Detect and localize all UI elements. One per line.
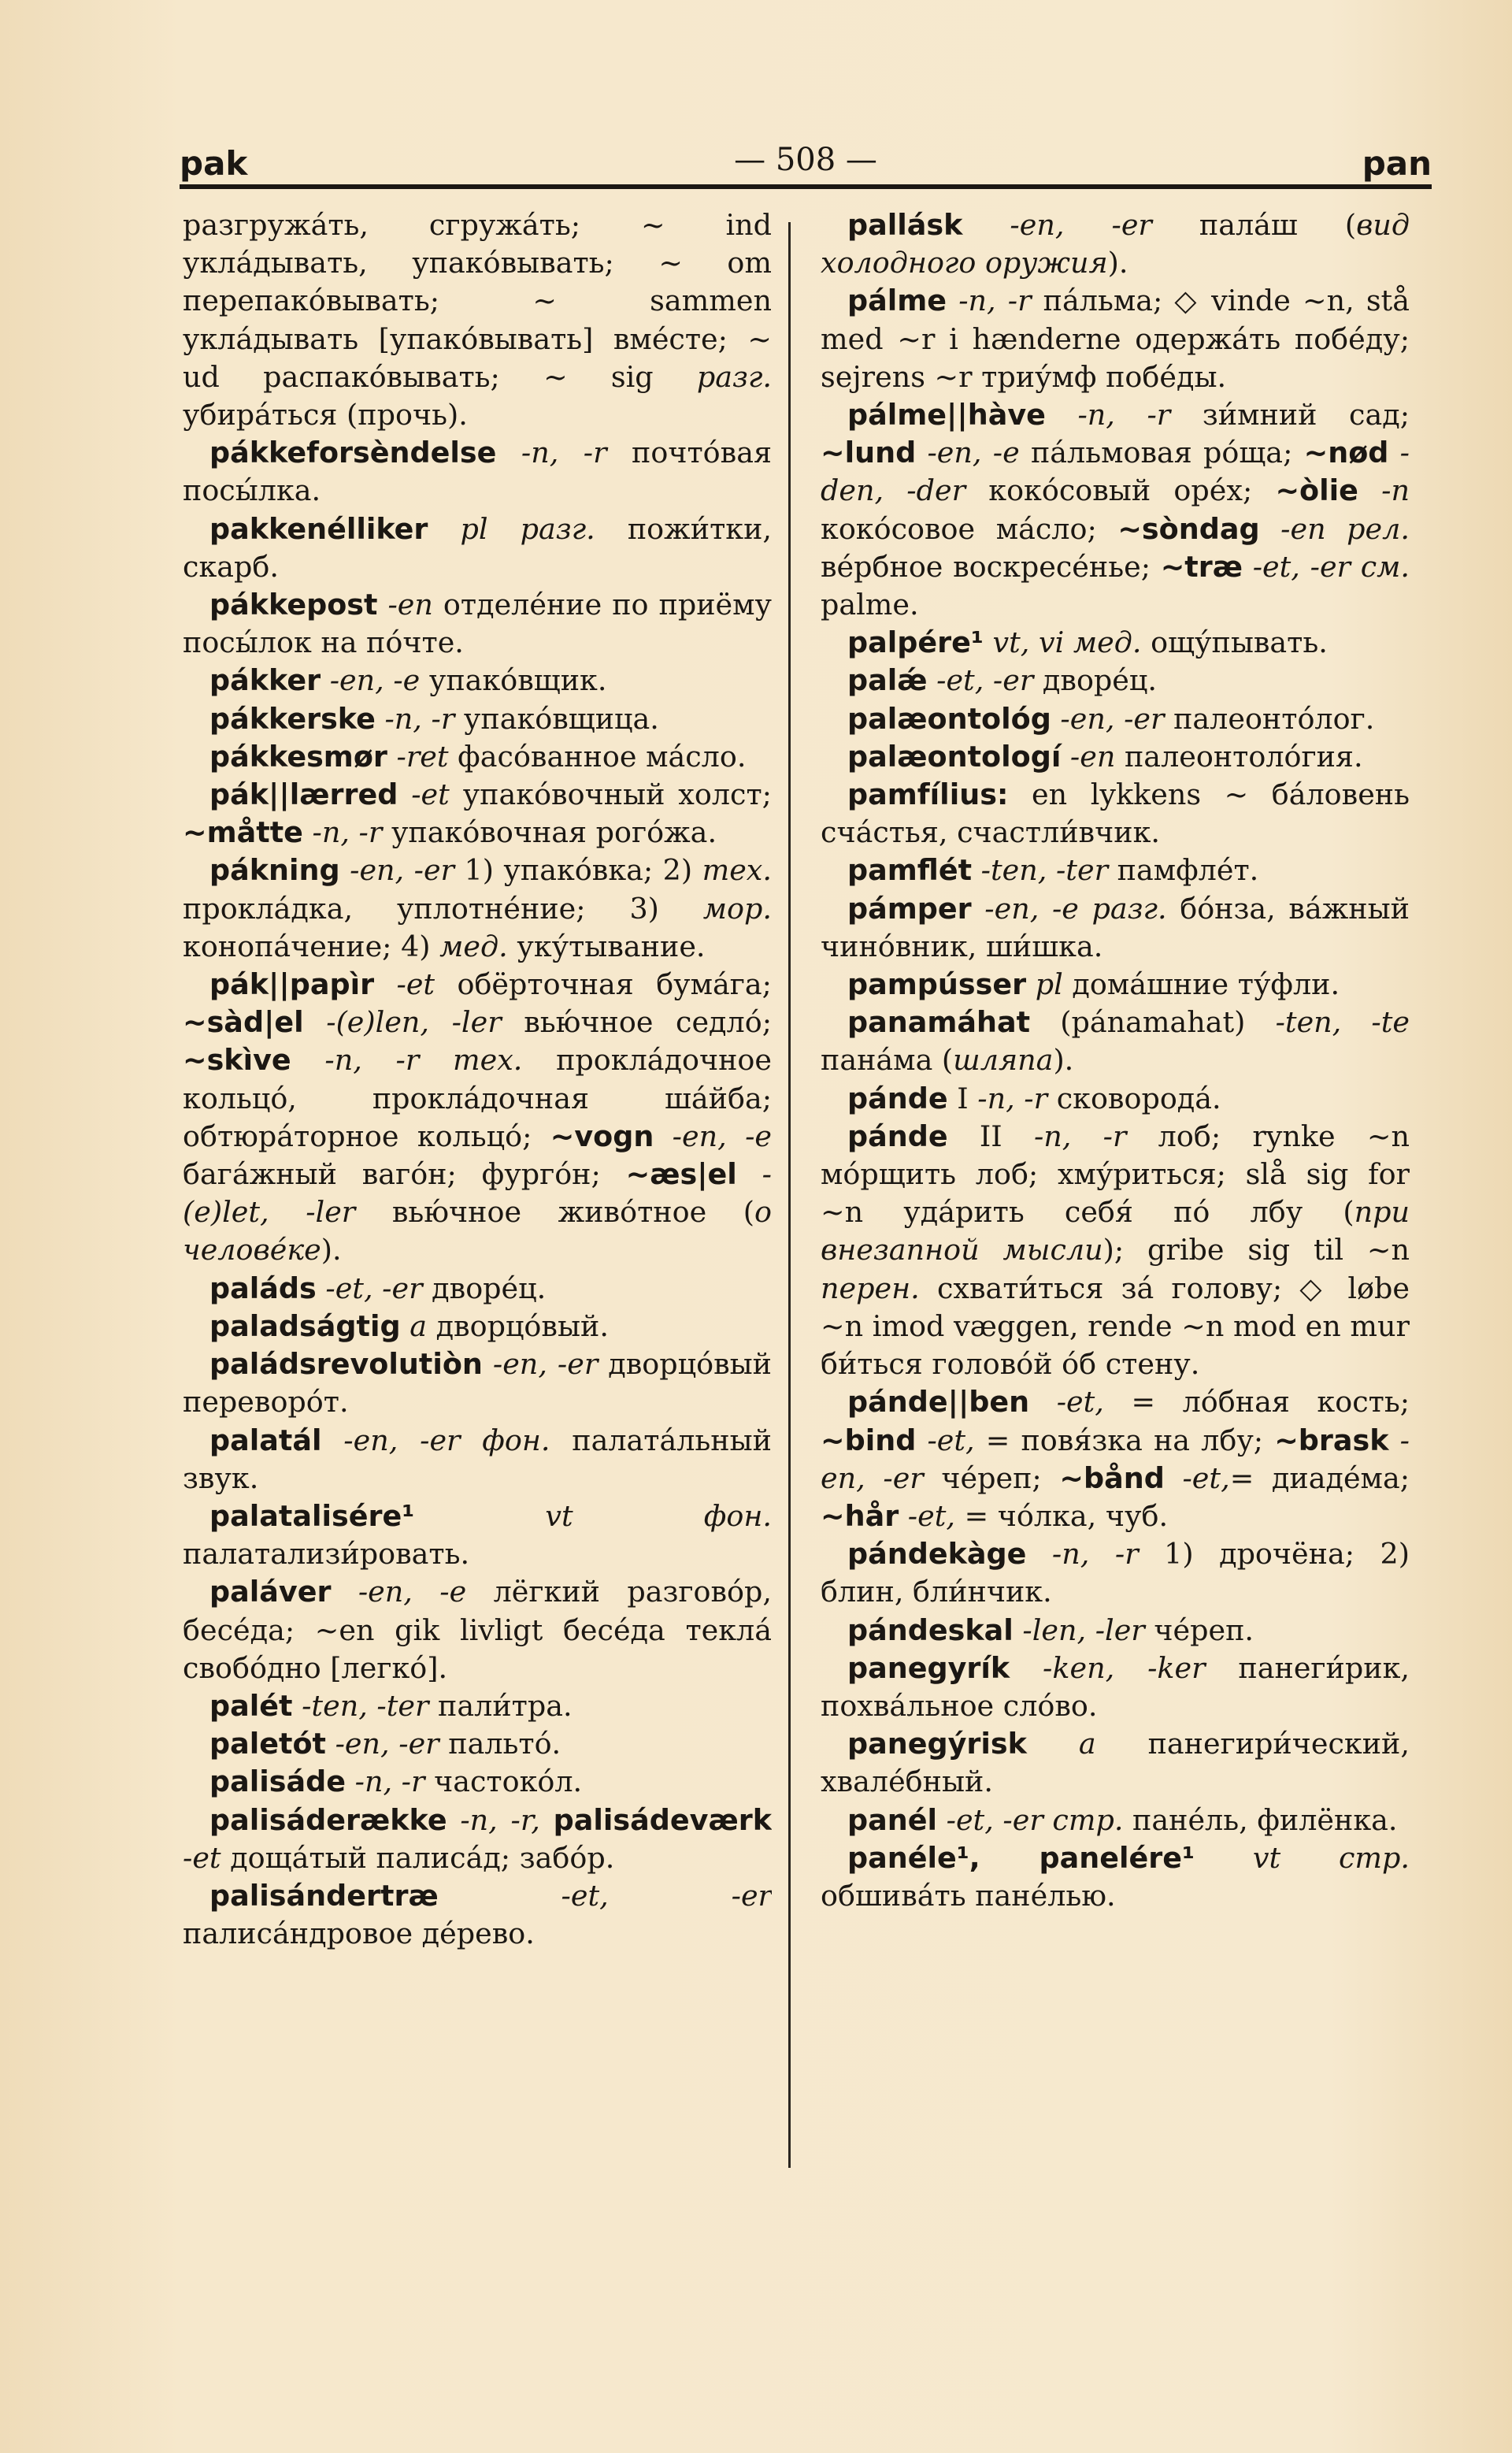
right-running-headword: pan: [1362, 144, 1432, 183]
entry-text: палиса́ндровое де́рево.: [183, 1917, 535, 1951]
entry-text: пана́ма (: [821, 1043, 954, 1078]
dictionary-entry: [183, 662, 772, 700]
entry-headword: paletót: [209, 1727, 326, 1761]
entry-text: обёрточная бума́га;: [435, 967, 772, 1002]
entry-text: palme.: [821, 588, 919, 622]
entry-text: упако́вочный холст;: [449, 777, 772, 812]
entry-text: упако́вочная рого́жа.: [382, 815, 717, 850]
entry-headword: ~sàd|el: [183, 1005, 304, 1040]
entry-text: II: [947, 1119, 1034, 1153]
entry-headword: palatalisére¹: [209, 1498, 415, 1533]
entry-headword: ~træ: [1160, 549, 1243, 584]
entry-text: 1) дрочёна; 2) блин, бли́нчик.: [821, 1537, 1410, 1609]
dictionary-entry: [821, 396, 1410, 624]
entry-headword: pampússer: [847, 967, 1027, 1002]
entry-text: пальто́.: [439, 1727, 561, 1761]
dictionary-entry: [183, 1802, 772, 1877]
dictionary-entry: [821, 1725, 1410, 1801]
grammar-label: тех.: [702, 853, 772, 888]
entry-headword: pánde: [847, 1119, 948, 1153]
grammar-label: -n, -r: [375, 701, 455, 736]
dictionary-entry: [821, 1118, 1410, 1383]
entry-text: = повя́зка на лбу;: [974, 1423, 1275, 1457]
dictionary-entry: [821, 206, 1410, 282]
entry-headword: pálme||hàve: [847, 398, 1046, 432]
grammar-label: -(e)len, -ler: [303, 1005, 502, 1040]
entry-text: бага́жный ваго́н; фурго́н;: [183, 1157, 626, 1192]
entry-headword: paláver: [209, 1575, 332, 1609]
grammar-label: -n, -r: [947, 284, 1032, 318]
entry-text: дворцо́вый.: [426, 1308, 609, 1343]
grammar-label: -n, -r: [1045, 398, 1171, 432]
entry-headword: palét: [209, 1688, 293, 1723]
entry-text: че́реп.: [1144, 1612, 1254, 1647]
grammar-label: -n, -r: [496, 436, 607, 470]
entry-headword: pákkerske: [209, 701, 376, 736]
entry-headword: palǽ: [847, 663, 928, 698]
entry-text: ).: [321, 1233, 342, 1267]
grammar-label: о челове́ке: [183, 1195, 772, 1267]
entry-headword: ~måtte: [183, 815, 303, 850]
dictionary-entry: [183, 1763, 772, 1801]
grammar-label: -n, -r: [977, 1081, 1048, 1115]
grammar-label: a: [400, 1308, 427, 1343]
entry-text: разгружа́ть, сгружа́ть; ~ ind укла́дывать, упако́вывать; ~ om перепако́вывать; ~ sammen укла́дывать [упако́вывать] вме́сте; ~ ud распако́вывать; ~ sig: [183, 208, 772, 394]
entry-text: пали́тра.: [428, 1688, 573, 1723]
entry-text: частоко́л.: [424, 1765, 583, 1799]
entry-text: зи́мний сад;: [1170, 398, 1410, 432]
grammar-label: -et, -er стр.: [937, 1802, 1124, 1837]
dictionary-entry: [183, 586, 772, 662]
entry-text: прокла́дка, уплотне́ние; 3): [183, 891, 703, 926]
entry-headword: panéle¹, panelére¹: [847, 1840, 1195, 1875]
entry-text: памфле́т.: [1108, 853, 1259, 888]
entry-headword: pamflét: [847, 853, 973, 888]
entry-text: лоб; rynke ~n мо́рщить лоб; хму́риться; slå sig for ~n уда́рить себя́ по́ лбу (: [821, 1119, 1410, 1230]
grammar-label: -n, -r: [1033, 1119, 1127, 1153]
grammar-label: -et, -er: [438, 1878, 772, 1913]
entry-headword: pákkepost: [209, 588, 378, 622]
dictionary-entry: [183, 510, 772, 586]
column-divider: [788, 222, 791, 2168]
grammar-label: -ret: [387, 739, 449, 774]
dictionary-entry: [183, 1725, 772, 1763]
entry-headword: pákkesmør: [209, 739, 387, 774]
dictionary-entry: [821, 1535, 1410, 1611]
entry-headword: pák||lærred: [209, 777, 398, 812]
entry-headword: panél: [847, 1802, 938, 1837]
entry-headword: ~vogn: [550, 1119, 654, 1153]
entry-headword: palisáderække: [209, 1802, 447, 1837]
entry-headword: pánde||ben: [847, 1385, 1030, 1419]
entry-text: че́реп;: [923, 1460, 1060, 1495]
entry-headword: pánde: [847, 1081, 948, 1115]
dictionary-entry: [821, 852, 1410, 889]
entry-text: упако́вщица.: [454, 701, 659, 736]
dictionary-entry: [821, 738, 1410, 776]
grammar-label: -en, -e: [331, 1575, 467, 1609]
grammar-label: перен.: [821, 1271, 920, 1305]
grammar-label: -ten, -ter: [292, 1688, 429, 1723]
entry-text: доща́тый палиса́д; забо́р.: [220, 1840, 615, 1875]
grammar-label: -et,: [899, 1498, 956, 1533]
grammar-label: -n, -r,: [447, 1802, 554, 1837]
grammar-label: -(e)let, -ler: [183, 1157, 772, 1230]
dictionary-entry: [183, 434, 772, 510]
dictionary-entry: [183, 1270, 772, 1308]
entry-headword: pámper: [847, 891, 972, 926]
dictionary-entry: [821, 1802, 1410, 1839]
entry-headword: pándekàge: [847, 1537, 1027, 1572]
entry-headword: pák||papìr: [209, 967, 375, 1002]
entry-text: дворцо́вый переворо́т.: [183, 1347, 772, 1419]
entry-text: дворе́ц.: [1033, 663, 1157, 698]
grammar-label: -en, -er: [821, 1423, 1410, 1495]
entry-text: фасо́ванное ма́сло.: [448, 739, 747, 774]
grammar-label: vt стр.: [1195, 1840, 1410, 1875]
grammar-label: шляпа: [953, 1043, 1054, 1078]
grammar-label: -en, -e: [916, 436, 1020, 470]
dictionary-entry: [183, 206, 772, 434]
entry-text: (pánamahat): [1030, 1005, 1276, 1040]
entry-headword: pakkenélliker: [209, 511, 428, 546]
grammar-label: -et: [374, 967, 435, 1002]
entry-headword: ~hår: [821, 1498, 899, 1533]
dictionary-entry: [183, 966, 772, 1270]
grammar-label: -et,: [1164, 1460, 1230, 1495]
entry-text: бо́нза, ва́жный чино́вник, ши́шка.: [821, 891, 1410, 963]
entry-text: схвати́ться за́ голову; ◇ løbe ~n imod væggen, rende ~n mod en mur би́ться голово́й о́б стену.: [821, 1271, 1410, 1382]
entry-text: почто́вая посы́лка.: [183, 436, 772, 508]
grammar-label: -en рел.: [1259, 511, 1410, 546]
dictionary-entry: [821, 776, 1410, 852]
entry-text: пожи́тки, скарб.: [183, 511, 772, 584]
entry-text: дома́шние ту́фли.: [1062, 967, 1340, 1002]
entry-text: вью́чное живо́тное (: [355, 1195, 754, 1230]
grammar-label: -n, -r: [346, 1765, 425, 1799]
dictionary-entry: [821, 966, 1410, 1004]
entry-headword: panamáhat: [847, 1005, 1031, 1040]
dictionary-entry: [821, 890, 1410, 966]
entry-headword: ~bind: [821, 1423, 917, 1457]
grammar-label: -en, -er: [962, 208, 1152, 242]
dictionary-entry: [821, 1383, 1410, 1535]
grammar-label: -et: [183, 1840, 221, 1875]
entry-headword: pákning: [209, 853, 340, 888]
entry-text: коко́совое ма́сло;: [821, 511, 1118, 546]
header-rule: [180, 184, 1432, 189]
dictionary-entry: [821, 624, 1410, 662]
entry-text: упако́вщик.: [420, 663, 607, 698]
dictionary-entry: [183, 1345, 772, 1421]
grammar-label: pl разг.: [428, 511, 595, 546]
grammar-label: -et,: [916, 1423, 975, 1457]
entry-text: ощу́пывать.: [1141, 625, 1328, 660]
entry-text: = диаде́ма;: [1229, 1460, 1410, 1495]
entry-headword: pándeskal: [847, 1612, 1014, 1647]
entry-text: I: [947, 1081, 978, 1115]
grammar-label: -ten, -ter: [972, 853, 1109, 888]
grammar-label: -len, -ler: [1013, 1612, 1145, 1647]
dictionary-entry: [183, 1687, 772, 1725]
dictionary-entry: [183, 1497, 772, 1573]
grammar-label: -et,: [1029, 1385, 1104, 1419]
entry-text: конопа́чение; 4): [183, 929, 440, 963]
grammar-label: мор.: [702, 891, 772, 926]
entry-headword: palæontologí: [847, 739, 1062, 774]
left-column: [183, 206, 772, 2191]
entry-headword: panegýrisk: [847, 1727, 1027, 1761]
entry-headword: ~brask: [1274, 1423, 1389, 1457]
dictionary-entry: [821, 1839, 1410, 1915]
grammar-label: -n, -r: [1026, 1537, 1139, 1572]
entry-text: сковорода́.: [1047, 1081, 1221, 1115]
grammar-label: разг.: [696, 359, 772, 394]
entry-headword: ~lund: [821, 436, 917, 470]
right-column: [821, 206, 1410, 2191]
entry-headword: palisádeværk: [553, 1802, 772, 1837]
entry-text: лёгкий разгово́р, бесе́да; ~en gik livligt бесе́да текла́ свобо́дно [легко́].: [183, 1575, 772, 1685]
grammar-label: -et: [398, 777, 450, 812]
dictionary-entry: [183, 738, 772, 776]
entry-headword: panegyrík: [847, 1650, 1010, 1685]
entry-text: па́льма; ◇ vinde ~n, stå med ~r i hænderne одержа́ть побе́ду; sejrens ~r триу́мф побе́ды.: [821, 284, 1410, 394]
entry-text: па́льмовая ро́ща;: [1019, 436, 1304, 470]
dictionary-entry: [821, 1080, 1410, 1118]
entry-text: отделе́ние по приёму посы́лок на по́чте.: [183, 588, 772, 660]
entry-headword: palisáde: [209, 1765, 346, 1799]
entry-text: пала́ш (: [1151, 208, 1357, 242]
entry-headword: ~nød: [1303, 436, 1389, 470]
grammar-label: -en: [377, 588, 433, 622]
entry-headword: palpére¹: [847, 625, 984, 660]
entry-text: палатализи́ровать.: [183, 1537, 470, 1572]
grammar-label: -n: [1358, 473, 1410, 508]
grammar-label: -en, -e: [654, 1119, 772, 1153]
entry-headword: ~sòndag: [1117, 511, 1260, 546]
entry-text: прокла́дочное кольцо́, прокла́дочная ша́йба; обтюра́торное кольцо́;: [183, 1043, 772, 1153]
grammar-label: -en, -er фон.: [321, 1423, 550, 1457]
dictionary-entry: [183, 852, 772, 966]
entry-headword: ~òlie: [1275, 473, 1358, 508]
entry-text: 1) упако́вка; 2): [454, 853, 702, 888]
grammar-label: a: [1026, 1727, 1096, 1761]
entry-text: панегири́ческий, хвале́бный.: [821, 1727, 1410, 1799]
entry-headword: pallásk: [847, 208, 963, 242]
entry-headword: ~skìve: [183, 1043, 291, 1078]
grammar-label: -en, -e: [321, 663, 421, 698]
grammar-label: -en: [1061, 739, 1116, 774]
grammar-label: при внезапной мысли: [821, 1195, 1410, 1267]
left-running-headword: pak: [180, 144, 248, 183]
entry-text: ); gribe sig til ~n: [1102, 1233, 1410, 1267]
grammar-label: -den, -der: [821, 436, 1410, 508]
dictionary-entry: [183, 1308, 772, 1345]
dictionary-entry: [821, 282, 1410, 396]
grammar-label: -n, -r: [302, 815, 383, 850]
entry-headword: pákkeforsèndelse: [209, 436, 497, 470]
page-header: [180, 118, 1432, 189]
entry-headword: palæontológ: [847, 701, 1051, 736]
grammar-label: -en, -er: [482, 1347, 598, 1382]
dictionary-entry: [821, 662, 1410, 700]
grammar-label: -en, -er: [326, 1727, 439, 1761]
grammar-label: вид холодного оружия: [821, 208, 1410, 280]
entry-headword: paladságtig: [209, 1308, 401, 1343]
entry-text: en lykkens ~ ба́ловень сча́стья, счастли́вчик.: [821, 777, 1410, 850]
entry-text: панеги́рик, похва́льное сло́во.: [821, 1650, 1410, 1723]
entry-text: палеонтоло́гия.: [1115, 739, 1363, 774]
entry-text: ).: [1053, 1043, 1074, 1078]
grammar-label: -et, -er: [316, 1271, 423, 1305]
entry-headword: pákker: [209, 663, 321, 698]
entry-text: вью́чное седло́;: [501, 1005, 772, 1040]
entry-text: палеонто́лог.: [1164, 701, 1375, 736]
dictionary-entry: [183, 1573, 772, 1687]
entry-headword: ~bånd: [1059, 1460, 1165, 1495]
entry-text: убира́ться (прочь).: [183, 398, 468, 432]
entry-headword: ~æs|el: [625, 1157, 737, 1192]
grammar-label: -ten, -te: [1275, 1005, 1410, 1040]
dictionary-entry: [183, 1877, 772, 1953]
entry-headword: pamfílius:: [847, 777, 1009, 812]
entry-text: дворе́ц.: [422, 1271, 547, 1305]
entry-headword: palatál: [209, 1423, 322, 1457]
entry-headword: paládsrevolutiòn: [209, 1347, 483, 1382]
dictionary-entry: [821, 700, 1410, 738]
grammar-label: pl: [1026, 967, 1063, 1002]
grammar-label: -ken, -ker: [1010, 1650, 1206, 1685]
grammar-label: -en, -er: [1051, 701, 1165, 736]
entry-headword: pálme: [847, 284, 947, 318]
dictionary-entry: [821, 1004, 1410, 1079]
entry-text: уку́тывание.: [507, 929, 706, 963]
entry-text: = ло́бная кость;: [1103, 1385, 1410, 1419]
grammar-label: -n, -r тех.: [291, 1043, 523, 1078]
grammar-label: -en, -e разг.: [971, 891, 1167, 926]
entry-headword: paláds: [209, 1271, 317, 1305]
page-number: — 508 —: [734, 142, 877, 178]
entry-text: ве́рбное воскресе́нье;: [821, 549, 1161, 584]
dictionary-entry: [183, 1422, 772, 1497]
grammar-label: vt, vi мед.: [983, 625, 1142, 660]
entry-text: обшива́ть пане́лью.: [821, 1878, 1116, 1913]
entry-headword: palisándertræ: [209, 1878, 439, 1913]
grammar-label: -en, -er: [339, 853, 455, 888]
entry-text: пане́ль, филёнка.: [1123, 1802, 1398, 1837]
dictionary-entry: [821, 1650, 1410, 1725]
entry-text: палата́льный звук.: [183, 1423, 772, 1495]
dictionary-entry: [183, 700, 772, 738]
dictionary-entry: [183, 776, 772, 852]
grammar-label: мед.: [439, 929, 508, 963]
grammar-label: -et, -er см.: [1242, 549, 1410, 584]
dictionary-entry: [821, 1612, 1410, 1650]
grammar-label: vt фон.: [414, 1498, 772, 1533]
grammar-label: -et, -er: [927, 663, 1034, 698]
entry-text: = чо́лка, чуб.: [955, 1498, 1169, 1533]
entry-text: коко́совый оре́х;: [965, 473, 1276, 508]
entry-text: ).: [1107, 246, 1128, 280]
